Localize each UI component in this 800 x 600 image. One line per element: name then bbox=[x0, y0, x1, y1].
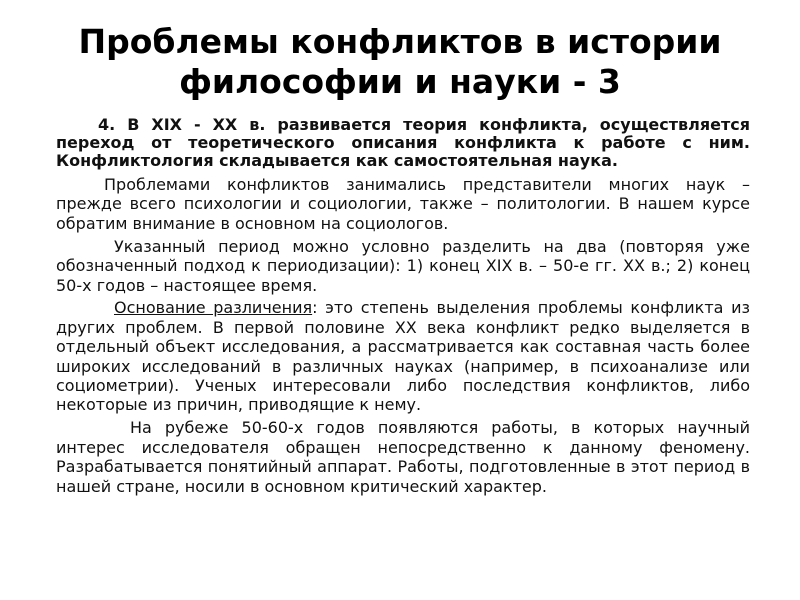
slide-title-line-1: Проблемы конфликтов в истории bbox=[78, 22, 722, 61]
paragraph-5: На рубеже 50-60-х годов появляются работы, в которых научный интерес исследователя обращен непосредственно к данному феномену. Разрабатывается понятийный аппарат. Работы, подготовленные в этот период в нашей стране, носили в основном критический характер. bbox=[56, 418, 750, 496]
paragraph-4-underlined-term: Основание различения bbox=[114, 298, 313, 318]
paragraph-4-text: : это степень выделения проблемы конфликта из других проблем. В первой половине XX века конфликт редко выделяется в отдельный объект исследования, а рассматривается как составная часть более широких исследований в различных науках (например, в психоанализе или социометрии). Ученых интересовали либо последствия конфликтов, либо некоторые из причин, приводящие к нему. bbox=[56, 298, 751, 415]
slide-body bbox=[56, 116, 750, 500]
paragraph-2: Проблемами конфликтов занимались представители многих наук – прежде всего психологии и социологии, также – политологии. В нашем курсе обратим внимание в основном на социологов. bbox=[56, 175, 750, 233]
slide-title bbox=[40, 22, 760, 102]
paragraph-4 bbox=[56, 298, 750, 414]
slide-title-line-2: философии и науки - 3 bbox=[179, 62, 621, 101]
paragraph-3: Указанный период можно условно разделить на два (повторяя уже обозначенный подход к периодизации): 1) конец XIX в. – 50-е гг. XX в.; 2) конец 50-х годов – настоящее время. bbox=[56, 236, 750, 295]
paragraph-1: 4. В XIX - XX в. развивается теория конфликта, осуществляется переход от теоретического описания конфликта к работе с ним. Конфликтология складывается как самостоятельная наука. bbox=[56, 115, 750, 170]
